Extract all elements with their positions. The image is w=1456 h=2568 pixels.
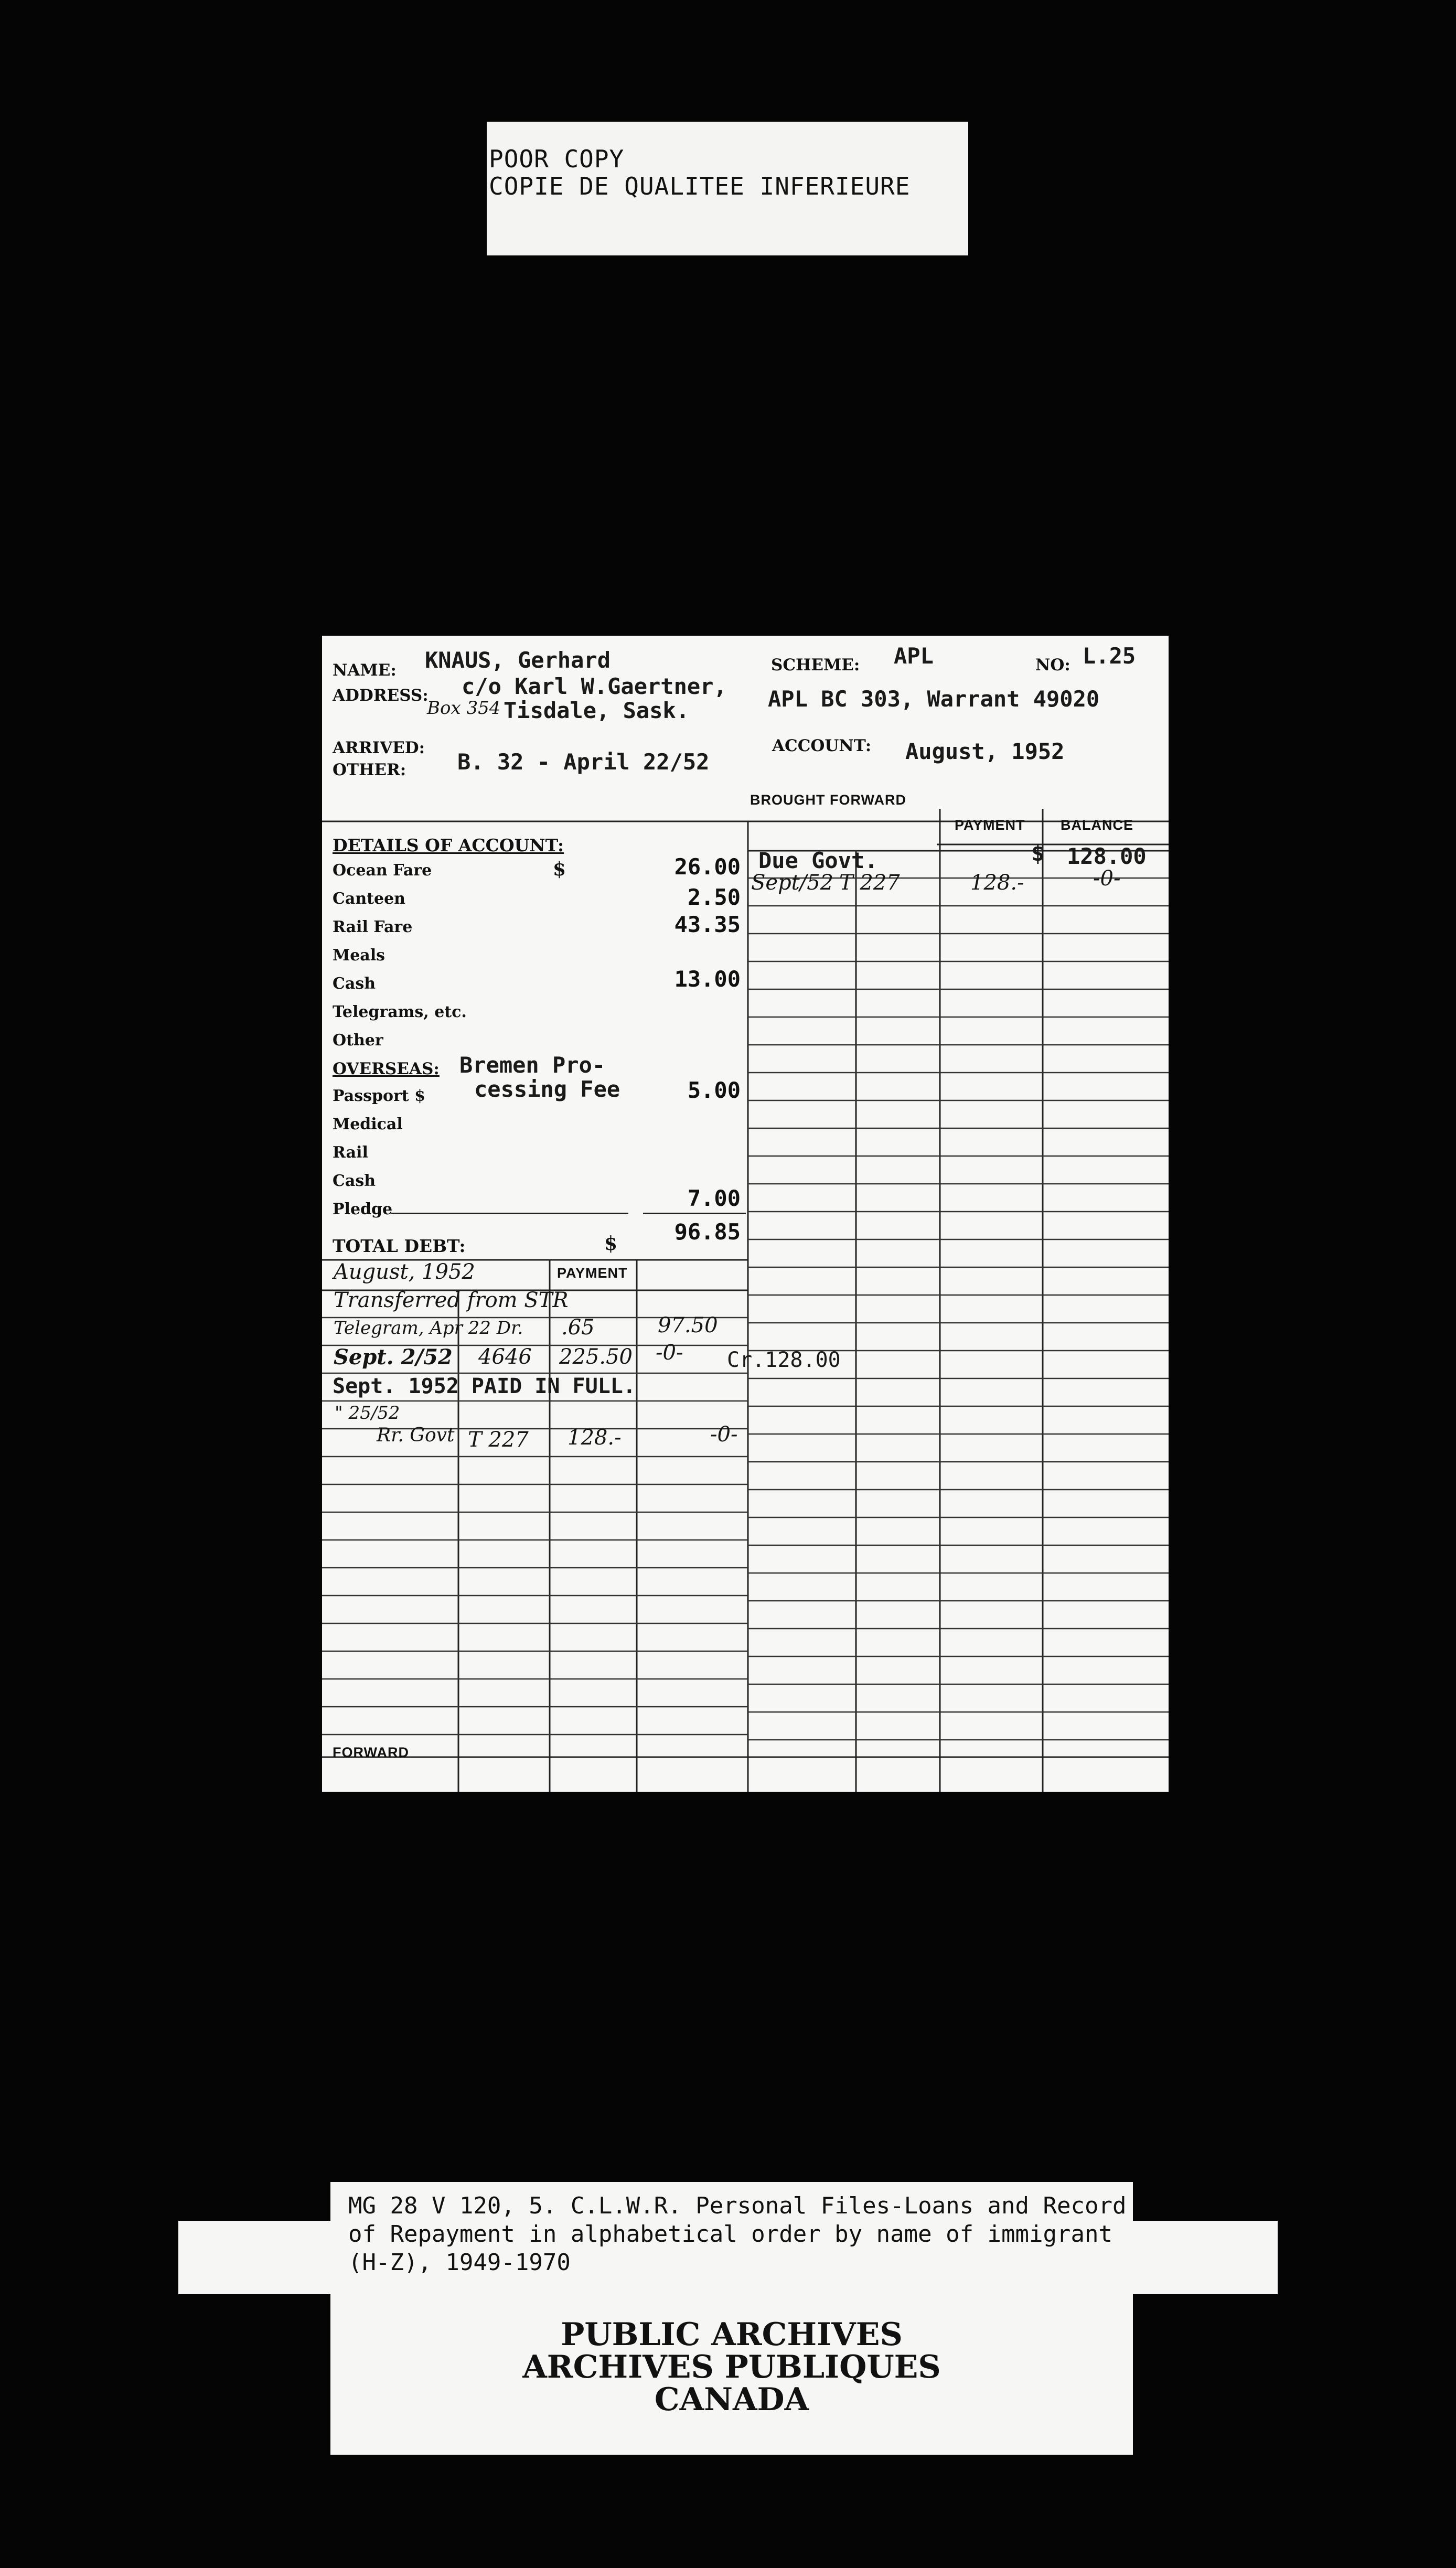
name-value: KNAUS, Gerhard (425, 647, 611, 673)
overseas-pledge-amount: 7.00 (687, 1185, 741, 1211)
forward-label: FORWARD (333, 1745, 409, 1760)
pledge-underline (391, 1213, 628, 1214)
address-line1: c/o Karl W.Gaertner, (462, 673, 727, 699)
left-entry-payment2: 128.- (568, 1426, 622, 1450)
overseas-cash-label: Cash (333, 1172, 376, 1190)
right-row2-payment: 128.- (970, 871, 1024, 895)
detail-rail-fare-amount: 43.35 (674, 912, 741, 937)
warrant-value: APL BC 303, Warrant 49020 (768, 686, 1100, 712)
address-line2: Tisdale, Sask. (504, 698, 690, 723)
caption-line2: of Repayment in alphabetical order by name of immigrant (348, 2221, 1112, 2248)
account-label: ACCOUNT: (772, 736, 872, 755)
left-entry-subtotal: 97.50 (658, 1313, 718, 1338)
left-entry-telegram: Telegram, Apr 22 Dr. (334, 1318, 523, 1339)
right-row2-balance: -0- (1093, 866, 1121, 891)
overseas-note-line2: cessing Fee (474, 1076, 620, 1102)
caption-line1: MG 28 V 120, 5. C.L.W.R. Personal Files-Loans and Record (348, 2192, 1127, 2219)
overseas-passport-amount: 5.00 (687, 1077, 741, 1103)
due-govt: Due Govt. (758, 848, 878, 873)
caption-line3: (H-Z), 1949-1970 (348, 2249, 571, 2276)
archives-line3: CANADA (654, 2381, 809, 2418)
overseas-passport-label: Passport $ (333, 1087, 425, 1105)
detail-telegrams-label: Telegrams, etc. (333, 1003, 467, 1021)
total-rule (643, 1213, 746, 1214)
detail-other-label: Other (333, 1031, 383, 1050)
payment-header: PAYMENT (955, 817, 1025, 833)
archives-line2: ARCHIVES PUBLIQUES (522, 2349, 941, 2385)
detail-ocean-fare-currency: $ (553, 858, 566, 880)
detail-canteen-label: Canteen (333, 890, 405, 908)
scheme-value: APL (894, 643, 934, 669)
overseas-rail-label: Rail (333, 1143, 368, 1162)
archives-stamp (330, 2318, 1133, 2423)
detail-canteen-amount: 2.50 (687, 884, 741, 910)
balance-start: 128.00 (1067, 843, 1147, 869)
overseas-pledge-label: Pledge (333, 1200, 393, 1218)
left-entry-telegram-amount: .65 (561, 1315, 595, 1340)
left-entry-ref: 4646 (478, 1345, 532, 1369)
left-entry-month: August, 1952 (334, 1260, 475, 1284)
arrived-label: ARRIVED: (333, 739, 425, 757)
left-entry-transferred: Transferred from STR (334, 1288, 569, 1312)
left-entry-balance: -0- (656, 1341, 683, 1365)
total-debt-amount: 96.85 (674, 1219, 741, 1245)
no-label: NO: (1035, 656, 1070, 675)
left-entry-date: Sept. 2/52 (334, 1345, 453, 1369)
detail-cash-amount: 13.00 (674, 966, 741, 992)
arrived-value: B. 32 - April 22/52 (457, 749, 710, 775)
right-row2-ref: T 227 (839, 871, 900, 895)
poor-copy-line2: COPIE DE QUALITEE INFERIEURE (489, 172, 911, 200)
right-row2-date: Sept/52 (751, 871, 834, 895)
address-box-handwritten: Box 354 (427, 698, 501, 719)
total-debt-label: TOTAL DEBT: (333, 1236, 466, 1256)
balance-header: BALANCE (1061, 817, 1133, 833)
details-header: DETAILS OF ACCOUNT: (333, 835, 564, 855)
left-entry-payment: 225.50 (559, 1345, 633, 1369)
left-entry-balance2: -0- (710, 1422, 738, 1447)
left-entry-ref2: T 227 (468, 1428, 529, 1452)
total-debt-currency: $ (604, 1233, 618, 1255)
archive-caption (330, 2182, 1133, 2308)
overseas-note-line1: Bremen Pro- (459, 1052, 606, 1078)
left-entry-date2: " 25/52 (335, 1403, 400, 1424)
left-entry-govt: Rr. Govt (377, 1425, 455, 1446)
ledger-card (322, 636, 1169, 1792)
other-label: OTHER: (333, 761, 406, 779)
address-label: ADDRESS: (333, 686, 429, 705)
detail-rail-fare-label: Rail Fare (333, 918, 413, 936)
overseas-medical-label: Medical (333, 1115, 403, 1133)
detail-cash-label: Cash (333, 975, 376, 993)
archives-line1: PUBLIC ARCHIVES (561, 2316, 903, 2353)
name-label: NAME: (333, 661, 397, 680)
brought-forward-header: BROUGHT FORWARD (750, 792, 906, 808)
no-value: L.25 (1083, 643, 1136, 669)
left-payment-header: PAYMENT (557, 1265, 628, 1281)
balance-dollar: $ (1031, 840, 1045, 866)
account-value: August, 1952 (905, 739, 1065, 764)
detail-meals-label: Meals (333, 946, 386, 965)
detail-ocean-fare-label: Ocean Fare (333, 861, 432, 880)
poor-copy-label (487, 122, 968, 255)
left-entry-credit: Cr.128.00 (727, 1348, 841, 1372)
detail-ocean-fare-amount: 26.00 (674, 854, 741, 880)
left-entry-paid-in-full: Sept. 1952 PAID IN FULL. (333, 1374, 636, 1398)
scheme-label: SCHEME: (771, 656, 860, 675)
poor-copy-line1: POOR COPY (489, 145, 625, 173)
overseas-label: OVERSEAS: (333, 1060, 440, 1078)
